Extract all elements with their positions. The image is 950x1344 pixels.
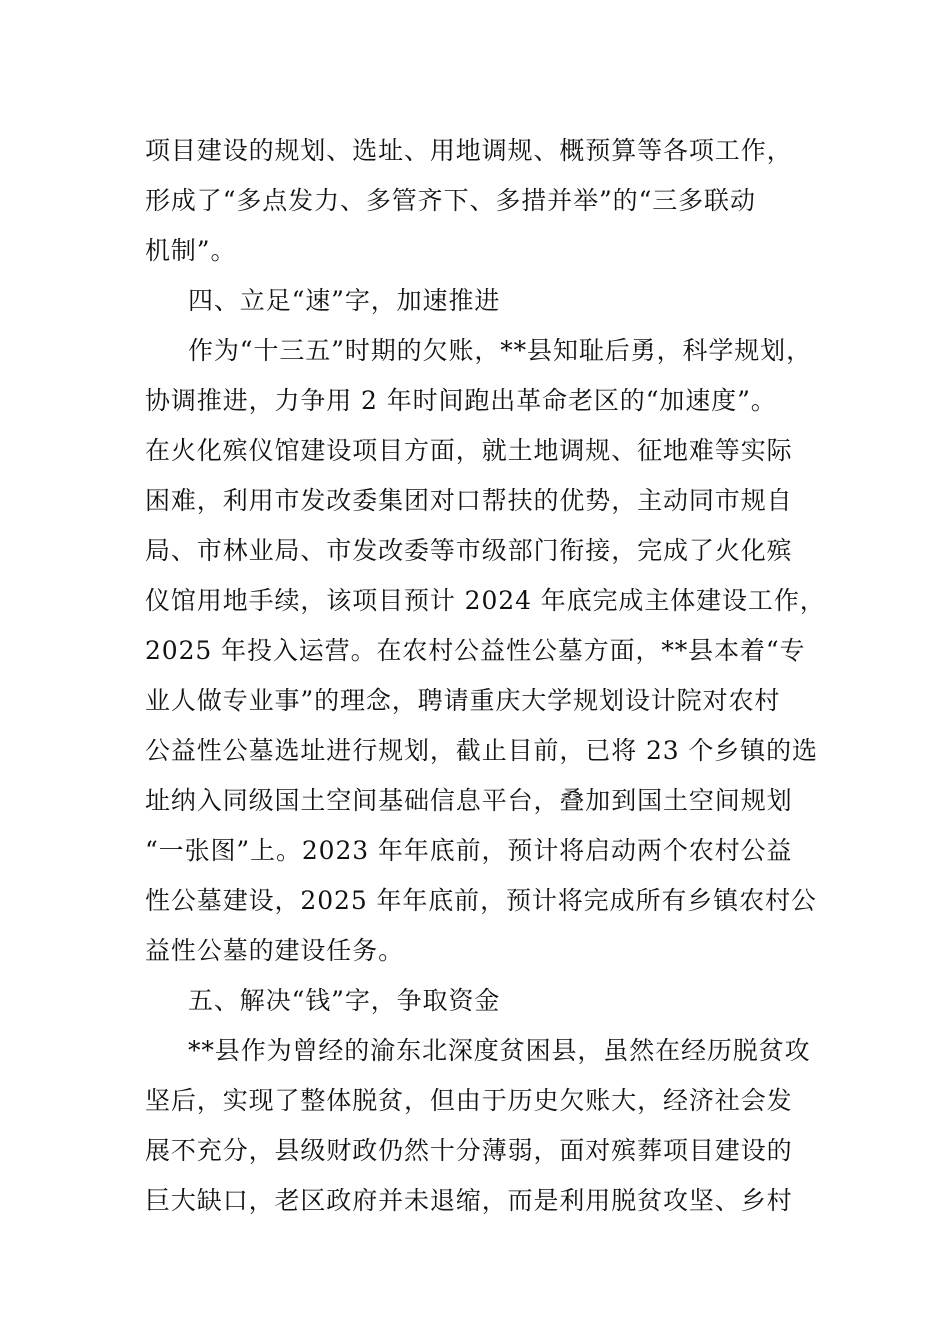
text-line: 巨大缺口，老区政府并未退缩，而是利用脱贫攻坚、乡村 xyxy=(145,1186,793,1215)
text-line: 项目建设的规划、选址、用地调规、概预算等各项工作， xyxy=(145,136,793,165)
text-line: 协调推进，力争用 2 年时间跑出革命老区的“加速度”。 xyxy=(145,386,777,415)
text-line: 益性公墓的建设任务。 xyxy=(145,936,405,965)
text-line: 公益性公墓选址进行规划，截止目前，已将 23 个乡镇的选 xyxy=(145,736,818,765)
text-line: 机制”。 xyxy=(145,236,237,265)
text-line: 性公墓建设，2025 年年底前，预计将完成所有乡镇农村公 xyxy=(145,886,817,915)
document-page xyxy=(145,126,826,1226)
text-line: 址纳入同级国土空间基础信息平台，叠加到国土空间规划 xyxy=(145,786,793,815)
text-line: 业人做专业事”的理念，聘请重庆大学规划设计院对农村 xyxy=(145,686,781,715)
text-line: 展不充分，县级财政仍然十分薄弱，面对殡葬项目建设的 xyxy=(145,1136,793,1165)
text-line: 坚后，实现了整体脱贫，但由于历史欠账大，经济社会发 xyxy=(145,1086,793,1115)
text-line: 仪馆用地手续，该项目预计 2024 年底完成主体建设工作， xyxy=(145,586,826,615)
text-line: 2025 年投入运营。在农村公益性公墓方面，**县本着“专 xyxy=(145,636,806,665)
text-line: 局、市林业局、市发改委等市级部门衔接，完成了火化殡 xyxy=(145,536,793,565)
text-line: “一张图”上。2023 年年底前，预计将启动两个农村公益 xyxy=(145,836,793,865)
text-line: 困难，利用市发改委集团对口帮扶的优势，主动同市规自 xyxy=(145,486,793,515)
section-heading: 四、立足“速”字，加速推进 xyxy=(188,286,501,315)
section-heading: 五、解决“钱”字，争取资金 xyxy=(188,986,501,1015)
text-line: **县作为曾经的渝东北深度贫困县，虽然在经历脱贫攻 xyxy=(188,1036,811,1065)
text-line: 在火化殡仪馆建设项目方面，就土地调规、征地难等实际 xyxy=(145,436,793,465)
text-line: 作为“十三五”时期的欠账，**县知耻后勇，科学规划， xyxy=(188,336,812,365)
text-line: 形成了“多点发力、多管齐下、多措并举”的“三多联动 xyxy=(145,186,756,215)
